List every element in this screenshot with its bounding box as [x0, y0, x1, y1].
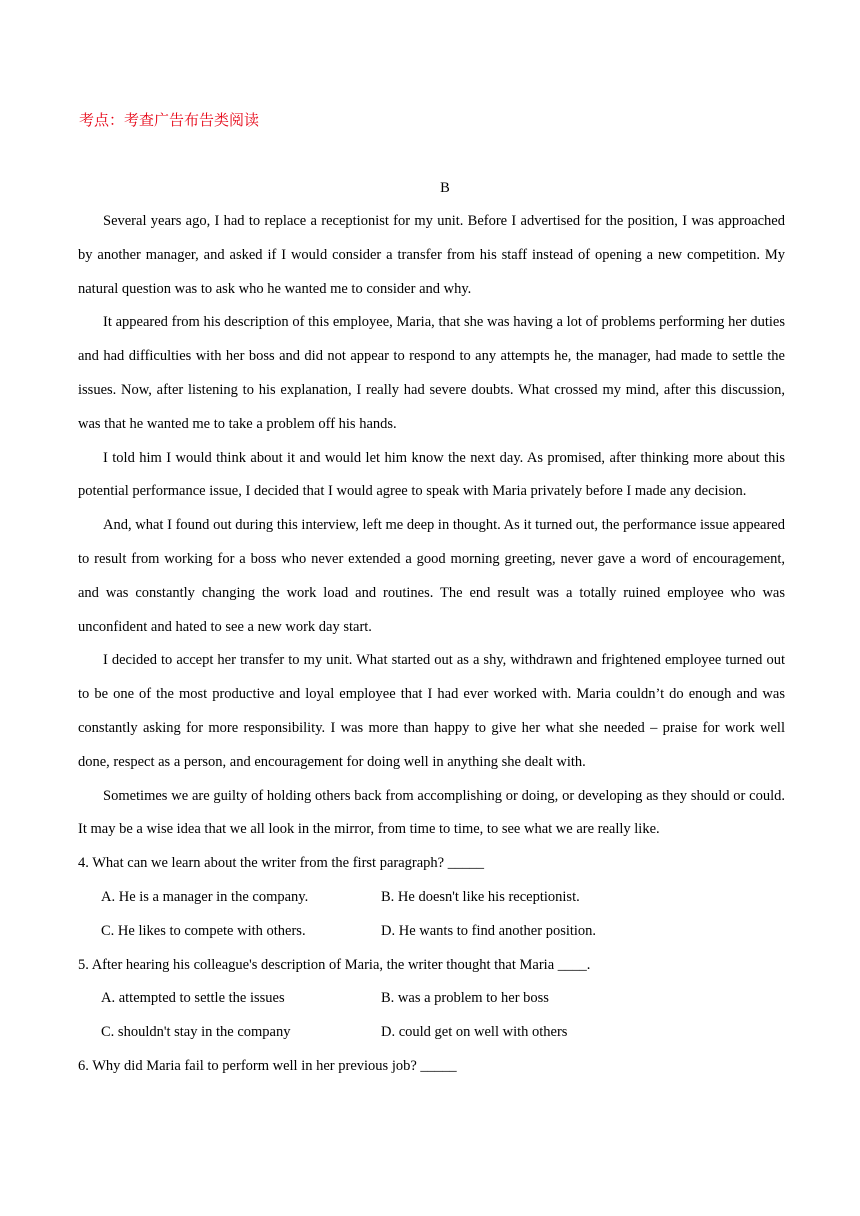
passage-paragraph-3: I told him I would think about it and would let him know the next day. As promised, after thinking more about this potential performance issue, I decided that I would agree to speak with Maria privately before I made any decision. [78, 449, 785, 500]
question-4-option-b: B. He doesn't like his receptionist. [381, 888, 580, 905]
question-5-options [78, 982, 785, 1050]
passage-paragraph-5: I decided to accept her transfer to my unit. What started out as a shy, withdrawn and frightened employee turned out to be one of the most productive and loyal employee that I had ever worked with. Maria couldn’t do enough and was constantly asking for more responsibility. I was more than happy to give her what she needed – praise for work well done, respect as a person, and encouragement for doing well in anything she dealt with. [78, 652, 785, 770]
question-4-option-a: A. He is a manager in the company. [101, 888, 309, 905]
passage-body [78, 205, 785, 1084]
passage-paragraph-4: And, what I found out during this interview, left me deep in thought. As it turned out, the performance issue appeared to result from working for a boss who never extended a good morning greeting, never gave a word of encouragement, and was constantly changing the work load and routines. The end result was a totally ruined employee who was unconfident and hated to see a new work day start. [78, 517, 785, 635]
question-5-option-b: B. was a problem to her boss [381, 990, 549, 1007]
question-4-option-c: C. He likes to compete with others. [101, 922, 306, 939]
section-label: B [440, 180, 450, 196]
question-4-options [78, 881, 785, 949]
question-4-option-d: D. He wants to find another position. [381, 922, 597, 939]
passage-paragraph-1: Several years ago, I had to replace a receptionist for my unit. Before I advertised for the position, I was approached by another manager, and asked if I would consider a transfer from his staff instead of opening a new competition. My natural question was to ask who he wanted me to consider and why. [78, 213, 785, 297]
question-5-option-d: D. could get on well with others [381, 1024, 568, 1041]
question-5-stem: 5. After hearing his colleague's description of Maria, the writer thought that Maria ____. [78, 956, 591, 973]
question-5-option-c: C. shouldn't stay in the company [101, 1024, 291, 1041]
question-6-stem: 6. Why did Maria fail to perform well in her previous job? _____ [78, 1057, 457, 1074]
passage-paragraph-2: It appeared from his description of this employee, Maria, that she was having a lot of problems performing her duties and had difficulties with her boss and did not appear to respond to any attempts he, the manager, had made to settle the issues. Now, after listening to his explanation, I really had severe doubts. What crossed my mind, after this discussion, was that he wanted me to take a problem off his hands. [78, 314, 785, 432]
question-5-option-a: A. attempted to settle the issues [101, 990, 285, 1007]
passage-paragraph-6: Sometimes we are guilty of holding others back from accomplishing or doing, or developing as they should or could. It may be a wise idea that we all look in the mirror, from time to time, to see what we are really like. [78, 787, 785, 838]
test-point-note: 考点：考查广告布告类阅读 [79, 111, 260, 129]
question-4-stem: 4. What can we learn about the writer from the first paragraph? _____ [78, 855, 484, 872]
